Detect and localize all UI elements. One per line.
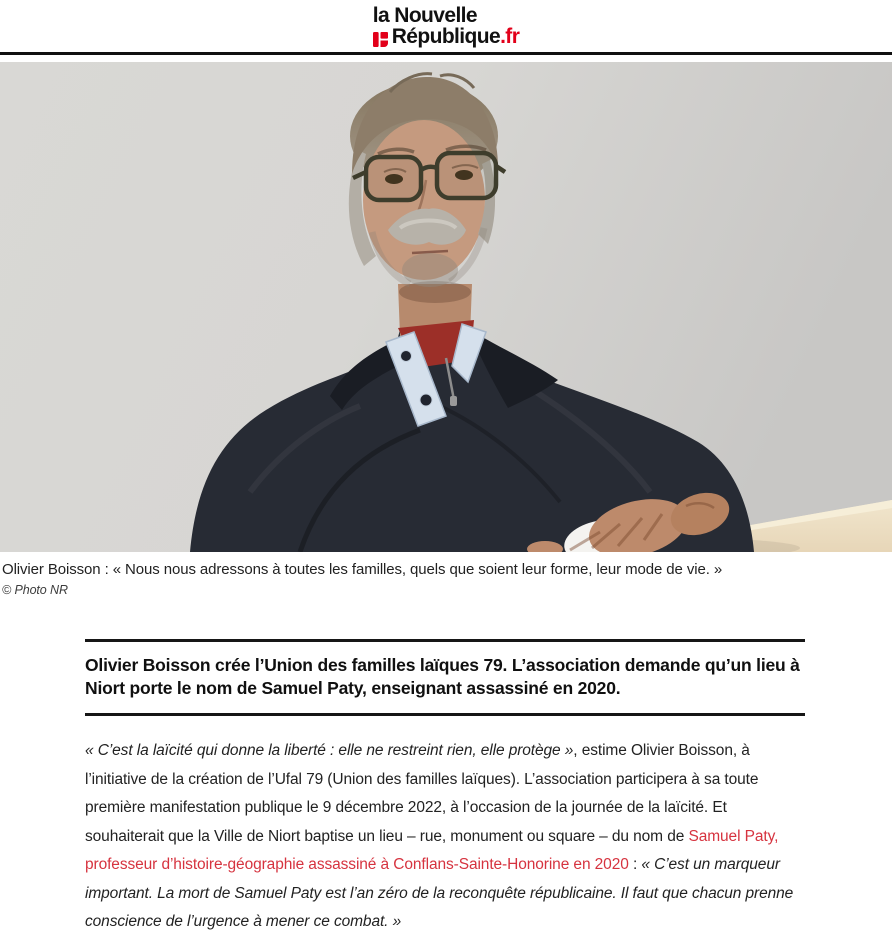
body-text-1: , estime Olivier Boisson, à l’initiative de la création de l’Ufal 79 (Union des familles laïques). L’association participera à sa toute première manifestation publique le 9 décembre 2022, à l’occasion de la journée de la laïcité. Et souhaiterait que la Ville de Niort baptise un lieu – rue, monument ou square – du nom de: [85, 742, 759, 845]
caption-block: [0, 552, 892, 597]
photo-credit: © Photo NR: [2, 583, 68, 597]
article-body: [85, 737, 805, 943]
logo-line-1: la Nouvelle: [372, 4, 477, 27]
logo-text: République.fr: [391, 25, 520, 48]
logo-line-2: [373, 26, 520, 47]
standfirst-divider-bottom: [85, 713, 805, 716]
body-separator: :: [628, 856, 642, 873]
site-header: [0, 0, 892, 52]
body-quote-lead: « C’est la laïcité qui donne la liberté : elle ne restreint rien, elle protège »: [85, 742, 574, 759]
article-column: [85, 639, 805, 943]
article-standfirst: Olivier Boisson crée l’Union des familles laïques 79. L’association demande qu’un lieu à Niort porte le nom de Samuel Paty, enseignant assassiné en 2020.: [85, 655, 800, 698]
body-quote-closing: « C’est un marqueur important. La mort de Samuel Paty est l’an zéro de la reconquête républicaine. Il faut que chacun prenne conscience de l’urgence à mener ce combat. »: [85, 856, 794, 930]
logo-fr-suffix: .fr: [500, 25, 520, 48]
nr-logo-mark-icon: [373, 30, 388, 45]
article-photo: [0, 62, 892, 552]
samuel-paty-link[interactable]: Samuel Paty, professeur d’histoire-géographie assassiné à Conflans-Sainte-Honorine en 2020: [85, 827, 779, 873]
photo-caption: Olivier Boisson : « Nous nous adressons à toutes les familles, quels que soient leur forme, leur mode de vie. »: [2, 561, 723, 578]
site-logo[interactable]: [373, 5, 520, 47]
photo-illustration: [0, 62, 892, 552]
spacer: [0, 55, 892, 62]
